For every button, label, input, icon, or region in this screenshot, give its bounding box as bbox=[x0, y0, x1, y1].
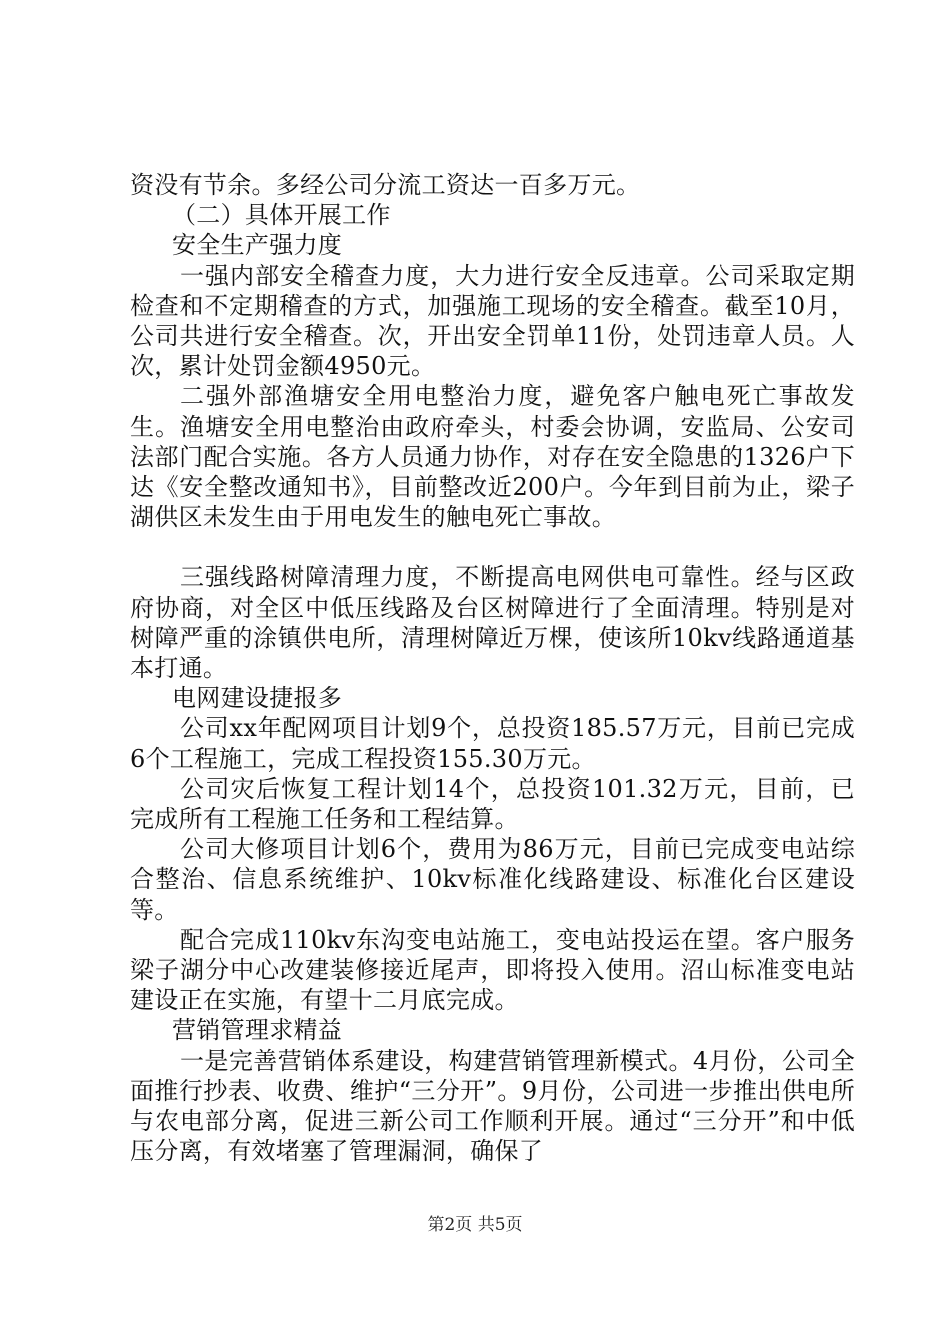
page-footer: 第2页 共5页 bbox=[427, 1215, 523, 1235]
paragraph-marketing-system: 一是完善营销体系建设，构建营销管理新模式。4月份，公司全面推行抄表、收费、维护“三分开”。9月份，公司进一步推出供电所与农电部分离，促进三新公司工作顺利开展。通过“三分开”和中低压分离，有效堵塞了管理漏洞，确保了 bbox=[130, 1046, 855, 1166]
paragraph-substation: 配合完成110kv东沟变电站施工，变电站投运在望。客户服务梁子湖分中心改建装修接近尾声，即将投入使用。沼山标准变电站建设正在实施，有望十二月底完成。 bbox=[130, 925, 855, 1015]
paragraph-fishpond-safety: 二强外部渔塘安全用电整治力度，避免客户触电死亡事故发生。渔塘安全用电整治由政府牵头，村委会协调，安监局、公安司法部门配合实施。各方人员通力协作，对存在安全隐患的1326户下达《安全整改通知书》，目前整改近200户。今年到目前为止，梁子湖供区未发生由于用电发生的触电死亡事故。 bbox=[130, 382, 855, 532]
document-body bbox=[130, 170, 855, 1167]
paragraph-disaster-recovery: 公司灾后恢复工程计划14个，总投资101.32万元，目前，已完成所有工程施工任务和工程结算。 bbox=[130, 774, 855, 834]
paragraph-continuation: 资没有节余。多经公司分流工资达一百多万元。 bbox=[130, 171, 641, 199]
paragraph-grid-projects: 公司xx年配网项目计划9个，总投资185.57万元，目前已完成6个工程施工，完成工程投资155.30万元。 bbox=[130, 714, 855, 773]
subsection-heading-grid: 电网建设捷报多 bbox=[172, 684, 343, 713]
section-heading: （二）具体开展工作 bbox=[172, 201, 391, 230]
paragraph-gap bbox=[130, 532, 855, 562]
paragraph-tree-clearing: 三强线路树障清理力度，不断提高电网供电可靠性。经与区政府协商，对全区中低压线路及台区树障进行了全面清理。特别是对树障严重的涂镇供电所，清理树障近万棵，使该所10kv线路通道基本打通。 bbox=[130, 563, 855, 683]
paragraph-internal-safety: 一强内部安全稽查力度，大力进行安全反违章。公司采取定期检查和不定期稽查的方式，加强施工现场的安全稽查。截至10月，公司共进行安全稽查。次，开出安全罚单11份，处罚违章人员。人次，累计处罚金额4950元。 bbox=[130, 261, 855, 381]
subsection-heading-safety: 安全生产强力度 bbox=[172, 231, 343, 260]
paragraph-overhaul: 公司大修项目计划6个，费用为86万元，目前已完成变电站综合整治、信息系统维护、10kv标准化线路建设、标准化台区建设等。 bbox=[130, 835, 855, 924]
subsection-heading-marketing: 营销管理求精益 bbox=[172, 1016, 343, 1045]
